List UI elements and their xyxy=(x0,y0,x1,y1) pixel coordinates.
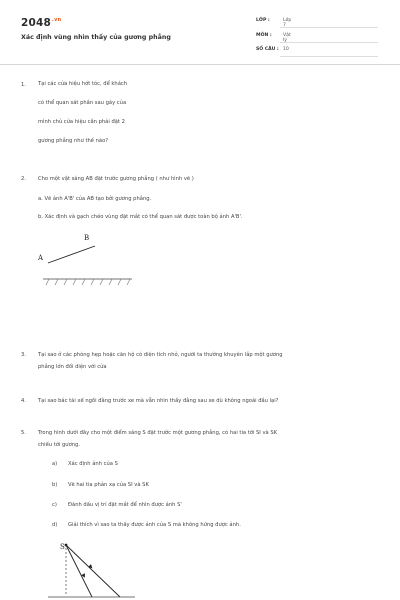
subquestion-label: a) xyxy=(52,461,58,467)
subquestion-text: Giải thích vì sao ta thấy được ảnh của S mà không hứng được ảnh. xyxy=(68,522,241,528)
question-number: 4. xyxy=(21,398,26,404)
question-line: gương phẳng như thế nào? xyxy=(38,138,109,144)
subquestion-text: Xác định ảnh của S xyxy=(68,461,118,467)
worksheet-title: Xác định vùng nhìn thấy của gương phẳng xyxy=(21,34,171,41)
subquestion-text: Vẽ hai tia phản xạ của SI và SK xyxy=(68,482,149,488)
ray-sk xyxy=(66,545,120,597)
question-line: phẳng lớn đối diện với cửa xyxy=(38,364,107,370)
meta-key: SỐ CÂU : xyxy=(256,47,279,52)
question-number: 3. xyxy=(21,352,26,358)
question-text: Tại sao bác tài xế ngồi đằng trước xe mà vẫn nhìn thấy đằng sau xe dù không ngoái đầu lại? xyxy=(38,398,279,404)
subquestion-b: b. Xác định và gạch chéo vùng đặt mắt có thể quan sát được toàn bộ ảnh A'B'. xyxy=(38,214,243,220)
label-a: A xyxy=(38,254,44,262)
question-line: Trong hình dưới đây cho một điểm sáng S đặt trước một gương phẳng, có hai tia tới SI và SK xyxy=(38,430,278,436)
meta-key: LỚP : xyxy=(256,18,270,23)
subquestion-label: b) xyxy=(52,482,58,488)
logo-suffix: .vn xyxy=(52,17,62,23)
subquestion-a: a. Vẽ ảnh A'B' của AB tạo bởi gương phẳng. xyxy=(38,196,152,202)
meta-value: 10 xyxy=(283,47,289,52)
label-s: S xyxy=(60,543,65,551)
label-b: B xyxy=(84,234,90,242)
meta-value: Vật lý xyxy=(283,33,291,43)
meta-key: MÔN : xyxy=(256,33,272,38)
meta-value: Lớp 7 xyxy=(283,18,292,28)
subquestion-text: Đánh dấu vị trí đặt mắt để nhìn được ảnh S' xyxy=(68,502,182,508)
question-number: 5. xyxy=(21,430,26,436)
question-line: có thể quan sát phần sau gáy của xyxy=(38,100,127,106)
ray-si xyxy=(66,545,92,597)
question-line: Tại các cửa hiệu hớt tóc, để khách xyxy=(38,81,128,87)
question-line: mình chủ cửa hiệu cần phải đặt 2 xyxy=(38,119,125,125)
question-number: 1. xyxy=(21,82,26,88)
question-number: 2. xyxy=(21,176,26,182)
subquestion-label: d) xyxy=(52,522,58,528)
question-line: chiếu tới gương. xyxy=(38,442,80,448)
subquestion-label: c) xyxy=(52,502,57,508)
question-line: Tại sao ở các phòng hẹp hoặc căn hộ có diện tích nhỏ, người ta thường khuyên lắp một gương xyxy=(38,352,283,358)
question-text: Cho một vật sáng AB đặt trước gương phẳng ( như hình vẽ ) xyxy=(38,176,194,182)
logo-text: 2048 xyxy=(21,17,52,29)
